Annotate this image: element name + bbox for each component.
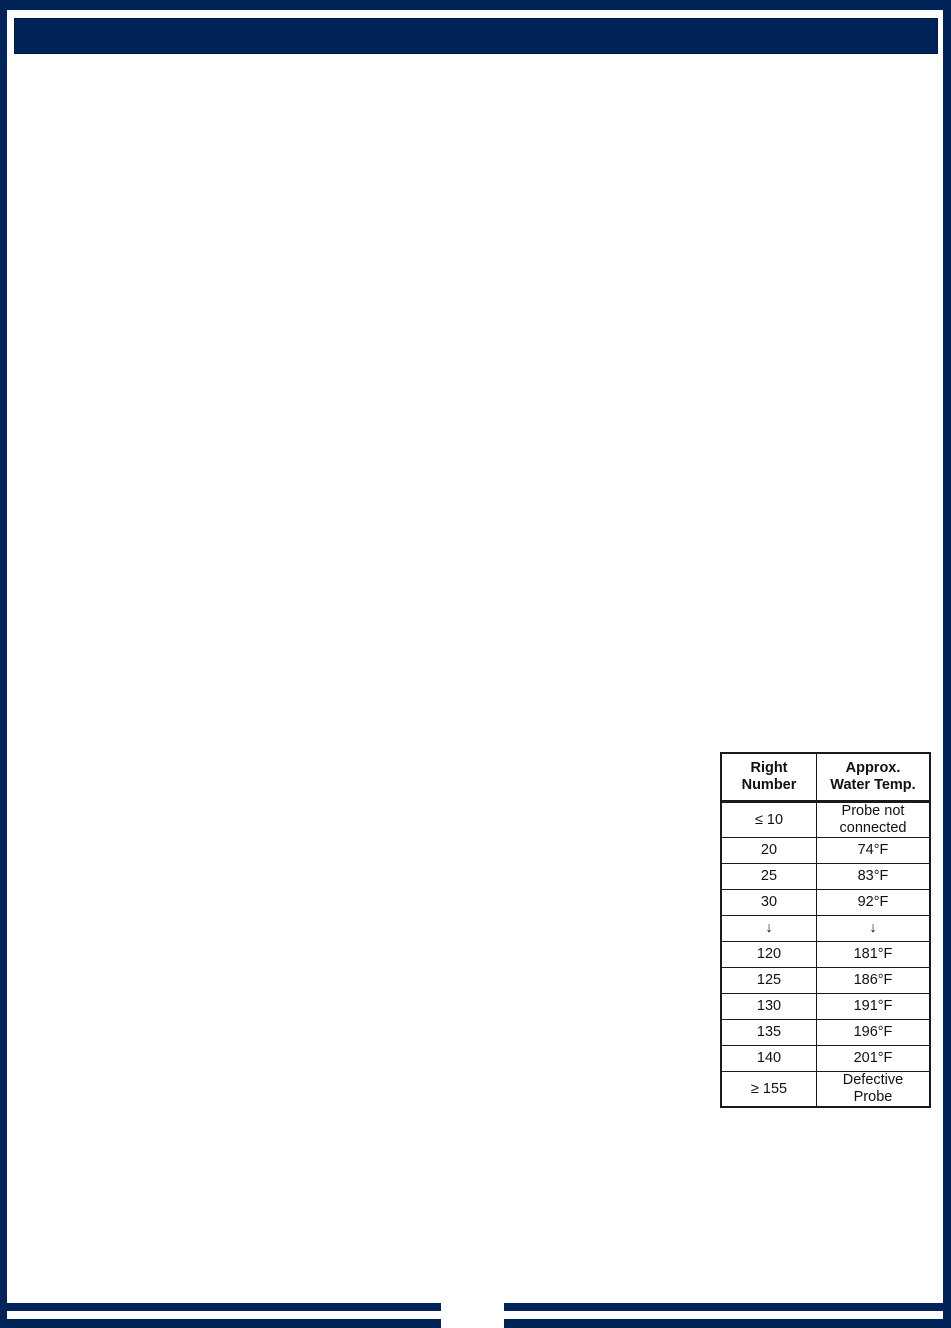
cell-water-temp (817, 968, 931, 994)
cell-line: connected (839, 820, 907, 836)
table-row (721, 1020, 930, 1046)
cell-right-number: 30 (721, 890, 817, 916)
cell-line: Defective (842, 1072, 904, 1088)
cell-right-number: 135 (721, 1020, 817, 1046)
header-line: Water Temp. (830, 777, 916, 793)
header-line: Approx. (845, 760, 901, 776)
cell-line: 181°F (853, 946, 893, 962)
table-row (721, 1072, 930, 1108)
cell-line: 74°F (857, 842, 889, 858)
cell-water-temp (817, 890, 931, 916)
cell-right-number: 140 (721, 1046, 817, 1072)
cell-water-temp (817, 942, 931, 968)
header-line: Right (750, 760, 788, 776)
table-row (721, 968, 930, 994)
cell-water-temp (817, 1072, 931, 1108)
cell-water-temp (817, 994, 931, 1020)
probe-temperature-table (720, 752, 931, 1108)
page-frame-top (0, 0, 951, 10)
cell-right-number: 25 (721, 864, 817, 890)
cell-right-number: 130 (721, 994, 817, 1020)
page-frame-inner-line (7, 1311, 943, 1319)
cell-line: 92°F (857, 894, 889, 910)
header-line: Number (741, 777, 797, 793)
page-frame-left (0, 0, 7, 1328)
cell-water-temp (817, 1020, 931, 1046)
table-row (721, 994, 930, 1020)
table-row (721, 864, 930, 890)
table-row (721, 890, 930, 916)
table-row (721, 942, 930, 968)
cell-right-number: ↓ (721, 916, 817, 942)
cell-line: Probe not (841, 803, 905, 819)
page-frame-right (943, 0, 951, 1328)
cell-line: 83°F (857, 868, 889, 884)
cell-line: 186°F (853, 972, 893, 988)
cell-right-number: ≤ 10 (721, 802, 817, 838)
cell-water-temp (817, 838, 931, 864)
cell-water-temp (817, 802, 931, 838)
cell-water-temp (817, 916, 931, 942)
table-header-row (721, 753, 930, 802)
cell-line: Probe (853, 1089, 893, 1105)
section-header-bar (14, 18, 938, 54)
table-body (721, 802, 930, 1108)
cell-line: 196°F (853, 1024, 893, 1040)
cell-water-temp (817, 1046, 931, 1072)
cell-right-number: 20 (721, 838, 817, 864)
table-row (721, 838, 930, 864)
cell-line: 201°F (853, 1050, 893, 1066)
header-water-temp (817, 753, 931, 802)
cell-right-number: 125 (721, 968, 817, 994)
table-row (721, 1046, 930, 1072)
table-row (721, 916, 930, 942)
header-right-number (721, 753, 817, 802)
cell-line: ↓ (869, 920, 877, 936)
table-row (721, 802, 930, 838)
cell-right-number: 120 (721, 942, 817, 968)
cell-right-number: ≥ 155 (721, 1072, 817, 1108)
cell-water-temp (817, 864, 931, 890)
cell-line: 191°F (853, 998, 893, 1014)
